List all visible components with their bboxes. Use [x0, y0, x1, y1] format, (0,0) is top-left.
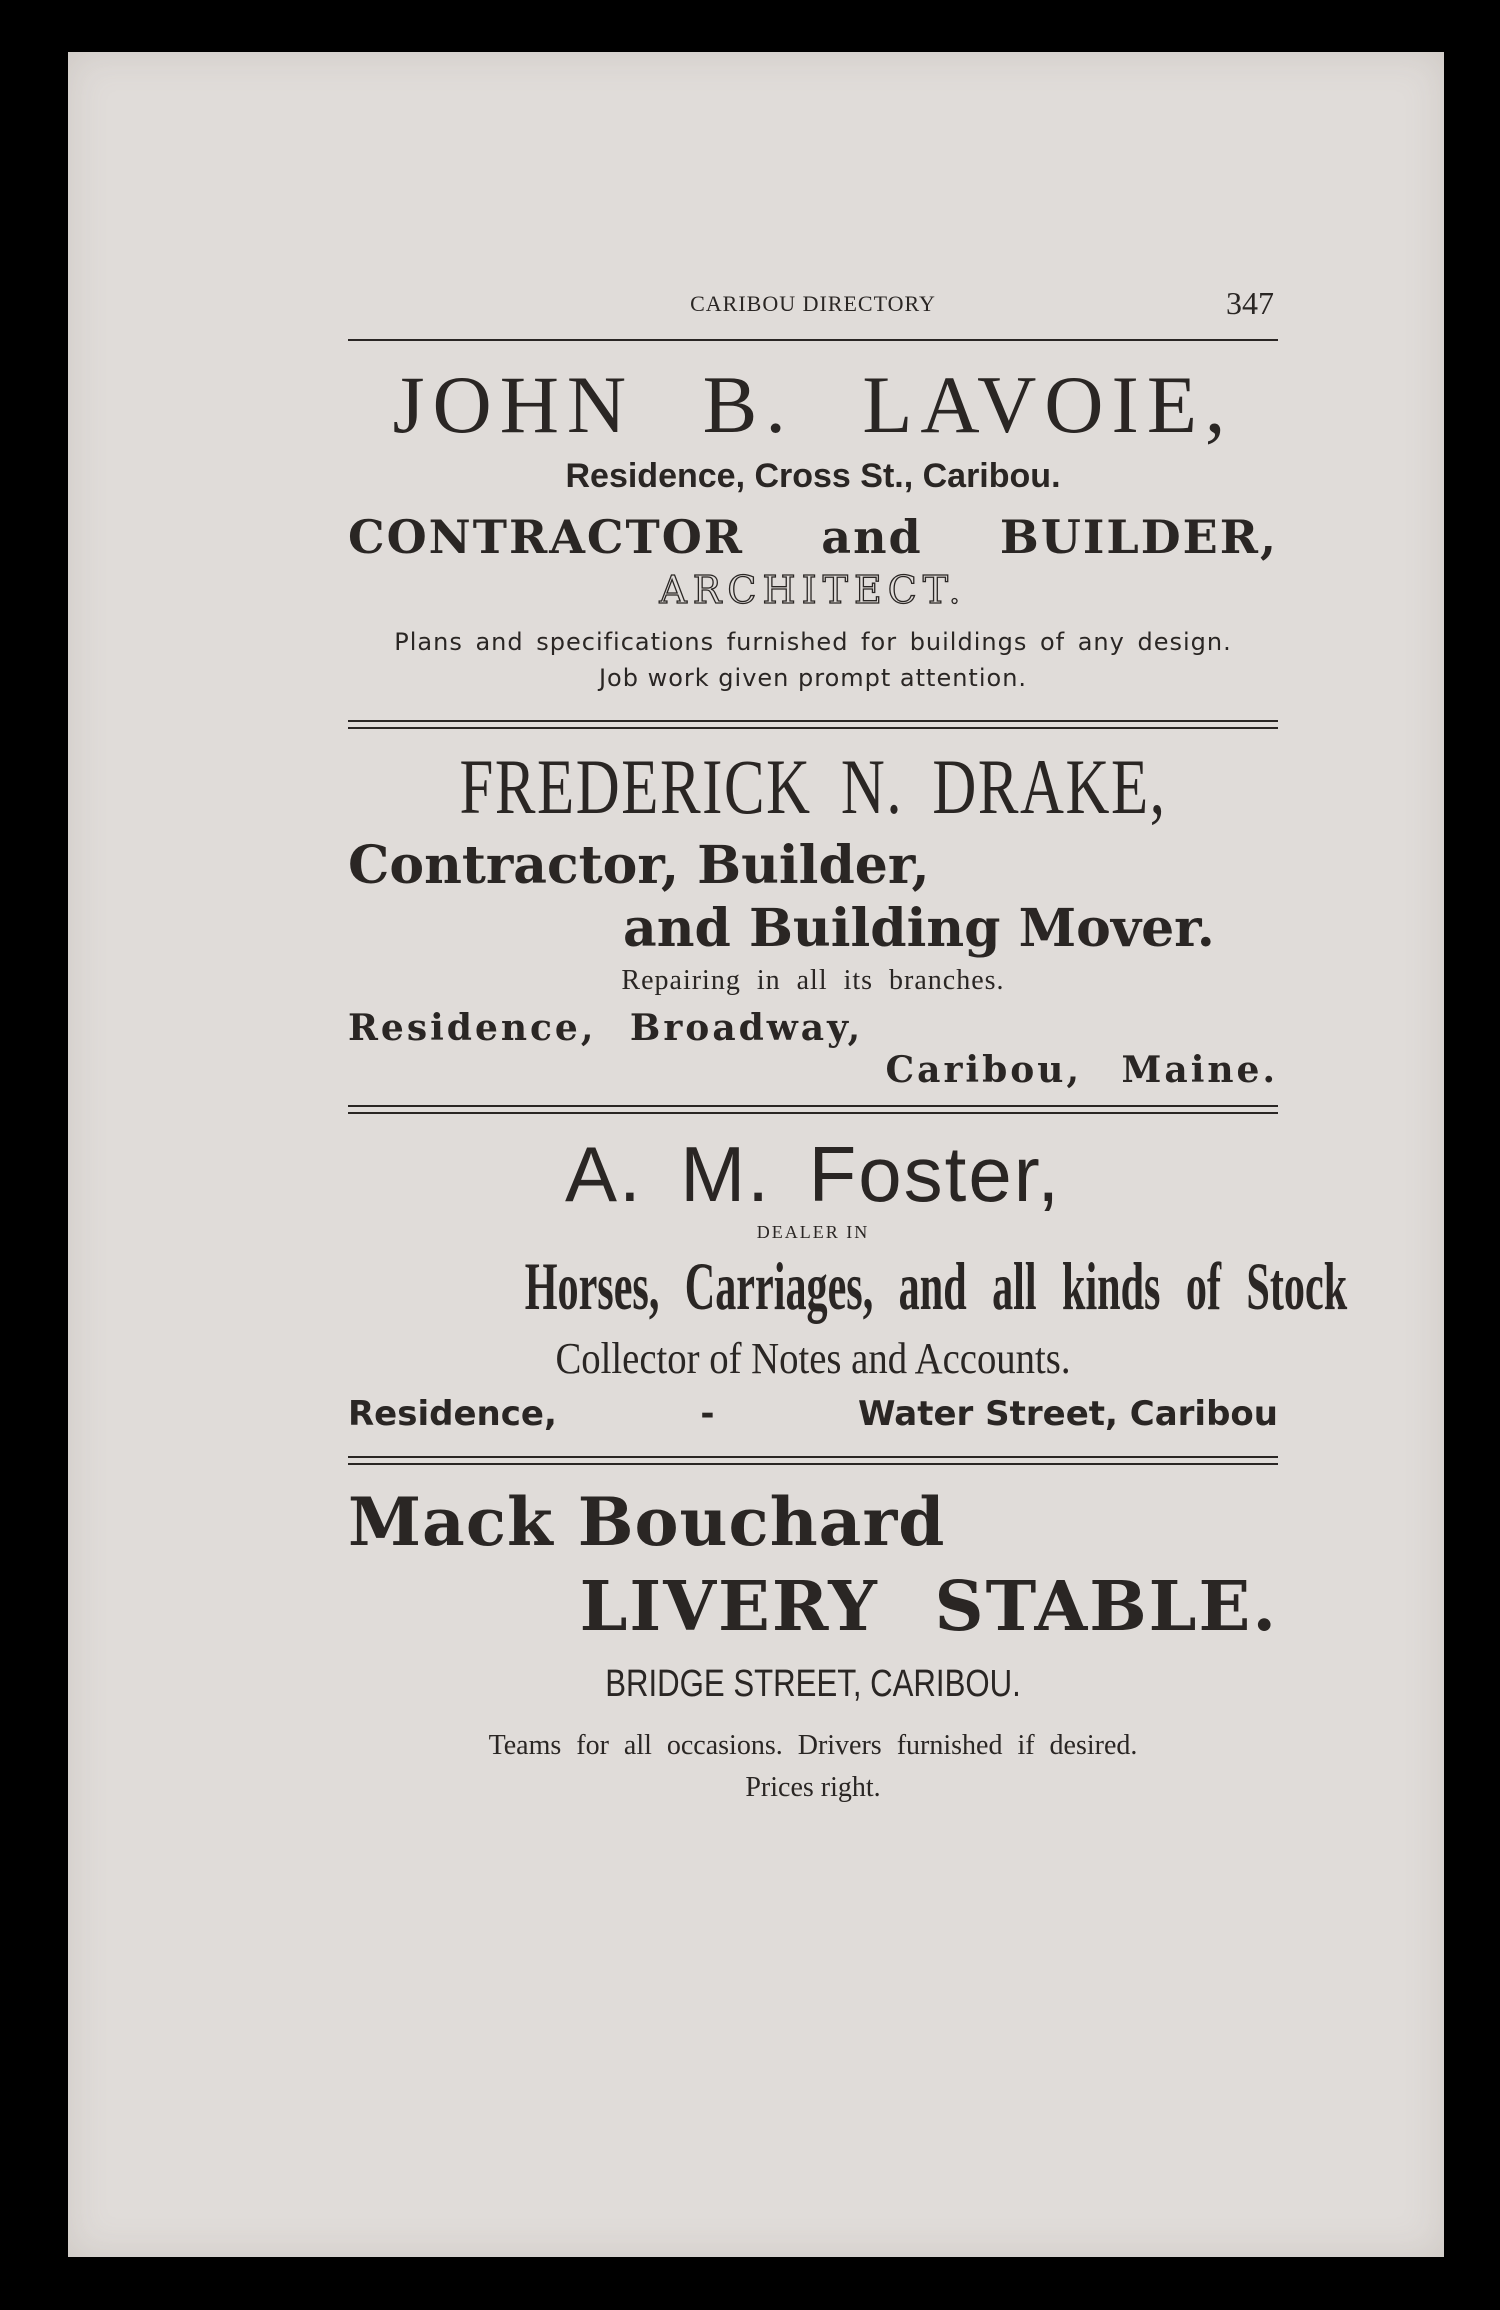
lavoie-and-word: and: [821, 510, 923, 564]
lavoie-architect: ARCHITECT.: [659, 568, 967, 612]
bouchard-teams: Teams for all occasions. Drivers furnished if desired.: [488, 1730, 1138, 1761]
foster-residence-line: [348, 1394, 1278, 1434]
running-title: CARIBOU DIRECTORY: [690, 291, 936, 316]
foster-dealer: DEALER IN: [756, 1222, 870, 1242]
divider-rule: [348, 1456, 1278, 1465]
foster-collector: Collector of Notes and Accounts.: [555, 1334, 1071, 1383]
divider-rule: [348, 720, 1278, 729]
bouchard-name: Mack Bouchard: [348, 1483, 946, 1561]
lavoie-residence: Residence, Cross St., Caribou.: [565, 457, 1061, 495]
drake-repairing: Repairing in all its branches.: [621, 965, 1005, 996]
lavoie-contractor-word: CONTRACTOR: [348, 510, 745, 564]
drake-name: FREDERICK N. DRAKE,: [459, 743, 1167, 830]
drake-line1: Contractor, Builder,: [348, 835, 930, 896]
lavoie-job: Job work given prompt attention.: [598, 664, 1028, 692]
drake-residence-line2: Caribou, Maine.: [885, 1049, 1278, 1091]
foster-residence-street: Water Street, Caribou: [857, 1394, 1278, 1434]
foster-residence-dash: -: [700, 1394, 715, 1434]
foster-residence-label: Residence,: [348, 1394, 557, 1434]
ad-lavoie: [348, 361, 1278, 692]
ad-bouchard: [348, 1483, 1278, 1804]
drake-residence-line1: Residence, Broadway,: [348, 1007, 864, 1049]
foster-horses: Horses, Carriages, and all kinds of Stock: [524, 1248, 1348, 1324]
lavoie-plans: Plans and specifications furnished for buildings of any design.: [394, 628, 1232, 656]
drake-line2: and Building Mover.: [623, 898, 1215, 959]
page-number: 347: [1226, 285, 1274, 321]
ad-drake: [348, 745, 1278, 1091]
divider-rule: [348, 1105, 1278, 1114]
lavoie-contractor-line: [348, 510, 1278, 564]
lavoie-name: JOHN B. LAVOIE,: [392, 359, 1234, 450]
lavoie-builder-word: BUILDER,: [999, 510, 1278, 564]
bouchard-bridge: BRIDGE STREET, CARIBOU.: [605, 1663, 1021, 1705]
page-header: [348, 277, 1278, 341]
page-content: [348, 277, 1348, 1804]
directory-page: [68, 52, 1444, 2257]
bouchard-livery: LIVERY STABLE.: [579, 1567, 1278, 1647]
ad-foster: [348, 1130, 1348, 1434]
foster-name: A. M. Foster,: [564, 1130, 1062, 1218]
bouchard-prices: Prices right.: [745, 1772, 881, 1803]
